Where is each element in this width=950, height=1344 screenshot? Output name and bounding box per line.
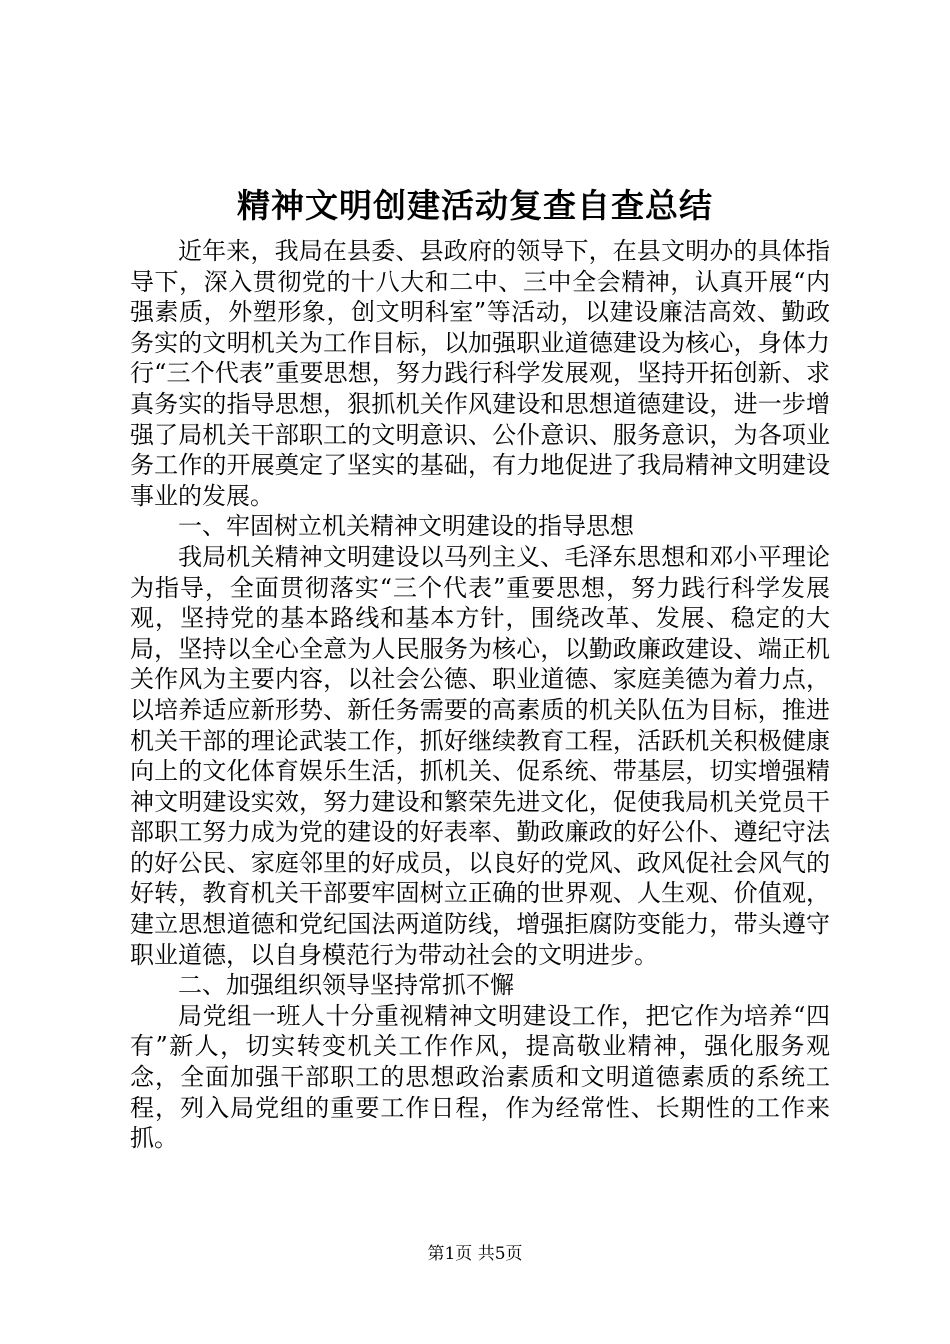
document-title: 精神文明创建活动复查自查总结 [237,186,713,225]
section-2-paragraph: 局党组一班人十分重视精神文明建设工作，把它作为培养“四有”新人，切实转变机关工作作风，提高敬业精神，强化服务观念，全面加强干部职工的思想政治素质和文明道德素质的系统工程，列入局党组的重要工作日程，作为经常性、长期性的工作来抓。 [130,1001,830,1153]
section-1-heading: 一、牢固树立机关精神文明建设的指导思想 [178,512,634,541]
section-2-heading: 二、加强组织领导坚持常抓不懈 [178,971,514,1000]
document-body [130,236,830,1154]
page-number-footer: 第1页 共5页 [427,1244,523,1264]
section-1-paragraph: 我局机关精神文明建设以马列主义、毛泽东思想和邓小平理论为指导，全面贯彻落实“三个代表”重要思想，努力践行科学发展观，坚持党的基本路线和基本方针，围绕改革、发展、稳定的大局，坚持以全心全意为人民服务为核心，以勤政廉政建设、端正机关作风为主要内容，以社会公德、职业道德、家庭美德为着力点，以培养适应新形势、新任务需要的高素质的机关队伍为目标，推进机关干部的理论武装工作，抓好继续教育工程，活跃机关积极健康向上的文化体育娱乐生活，抓机关、促系统、带基层，切实增强精神文明建设实效，努力建设和繁荣先进文化，促使我局机关党员干部职工努力成为党的建设的好表率、勤政廉政的好公仆、遵纪守法的好公民、家庭邻里的好成员，以良好的党风、政风促社会风气的好转，教育机关干部要牢固树立正确的世界观、人生观、价值观，建立思想道德和党纪国法两道防线，增强拒腐防变能力，带头遵守职业道德，以自身模范行为带动社会的文明进步。 [130,542,830,969]
intro-paragraph: 近年来，我局在县委、县政府的领导下，在县文明办的具体指导下，深入贯彻党的十八大和二中、三中全会精神，认真开展“内强素质，外塑形象，创文明科室”等活动，以建设廉洁高效、勤政务实的文明机关为工作目标，以加强职业道德建设为核心，身体力行“三个代表”重要思想，努力践行科学发展观，坚持开拓创新、求真务实的指导思想，狠抓机关作风建设和思想道德建设，进一步增强了局机关干部职工的文明意识、公仆意识、服务意识，为各项业务工作的开展奠定了坚实的基础，有力地促进了我局精神文明建设事业的发展。 [130,237,830,510]
